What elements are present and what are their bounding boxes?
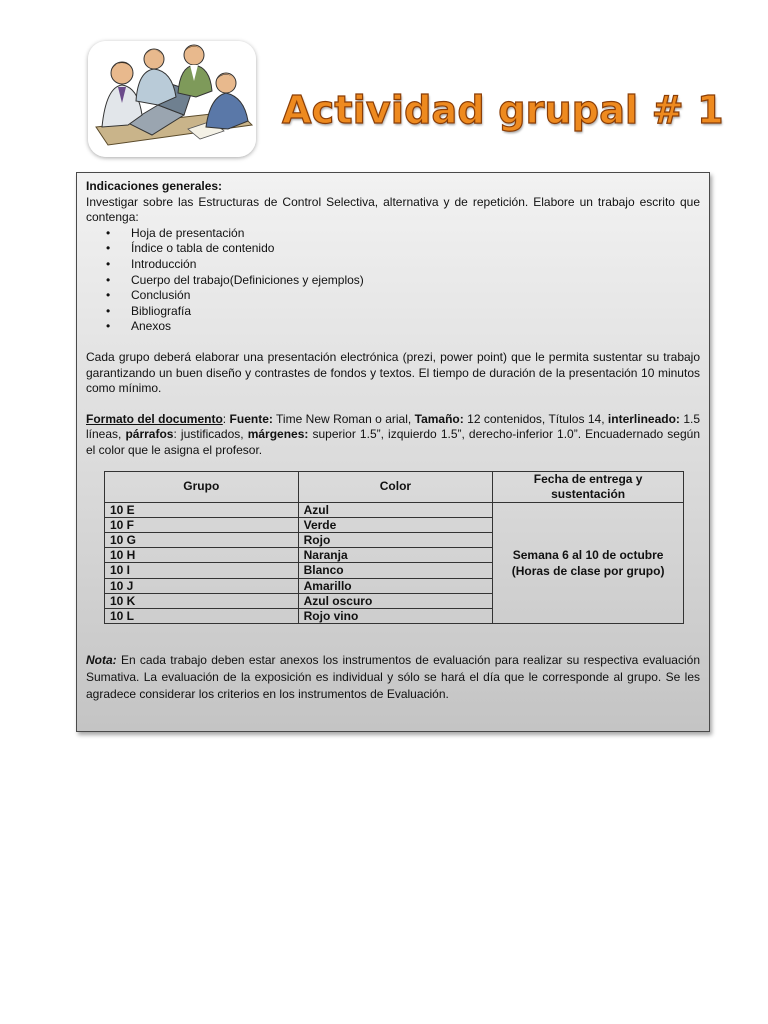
- color-cell: Amarillo: [298, 578, 493, 593]
- format-sep: :: [222, 411, 230, 426]
- team-meeting-illustration: [88, 41, 256, 157]
- list-item: • Hoja de presentación: [106, 226, 700, 242]
- delivery-date-cell: [493, 502, 684, 624]
- color-cell: Rojo vino: [298, 608, 493, 623]
- date-line-2: (Horas de clase por grupo): [511, 563, 665, 578]
- group-cell: 10 F: [105, 517, 299, 532]
- spacing-value: 1.5 líneas,: [86, 411, 701, 442]
- paragraph-value: : justificados,: [173, 427, 248, 442]
- list-item: • Bibliografía: [106, 304, 700, 320]
- group-cell: 10 I: [105, 563, 299, 578]
- groups-table: [104, 471, 684, 625]
- color-cell: Azul: [298, 502, 493, 517]
- instructions-card: [76, 172, 710, 732]
- note-text: En cada trabajo deben estar anexos los instrumentos de evaluación para realizar su respectiva evaluación Sumativa. La evaluación de la exposición es individual y sólo se hará el día que le corresponde al grupo. Se les agradece considerar los criterios en los instrumentos de Evaluación.: [86, 653, 700, 702]
- color-cell: Blanco: [298, 563, 493, 578]
- date-line-1: Semana 6 al 10 de octubre: [512, 547, 664, 562]
- margins-label: márgenes:: [247, 427, 309, 442]
- header-color: Color: [298, 471, 493, 502]
- table-row: [105, 502, 684, 517]
- group-cell: 10 K: [105, 593, 299, 608]
- size-label: Tamaño:: [414, 411, 464, 426]
- general-heading: Indicaciones generales:: [86, 179, 223, 193]
- font-value: Time New Roman o arial,: [272, 411, 415, 426]
- header-date: Fecha de entrega y sustentación: [493, 471, 684, 502]
- list-item: • Cuerpo del trabajo(Definiciones y ejemplos): [106, 273, 700, 289]
- presentation-paragraph: Cada grupo deberá elaborar una presentación electrónica (prezi, power point) que le permita sustentar su trabajo garantizando un buen diseño y contrastes de fondos y textos. El tiempo de duración de la presentación 10 minutos como mínimo.: [86, 349, 700, 396]
- table-header-row: [105, 471, 684, 502]
- page-title: Actividad grupal # 1: [282, 88, 724, 132]
- team-meeting-icon: [88, 41, 256, 157]
- list-item: • Introducción: [106, 257, 700, 273]
- note-label: Nota:: [86, 653, 117, 668]
- requirements-list: [86, 226, 700, 335]
- size-value: 12 contenidos, Títulos 14,: [463, 411, 608, 426]
- list-item: • Anexos: [106, 319, 700, 335]
- margins-value: superior 1.5”, izquierdo 1.5”, derecho-inferior 1.0”. Encuadernado según el color que le asigna el profesor.: [86, 427, 700, 457]
- color-cell: Naranja: [298, 548, 493, 563]
- color-cell: Rojo: [298, 532, 493, 547]
- header-group: Grupo: [105, 471, 299, 502]
- spacing-label: interlineado:: [607, 411, 680, 426]
- format-paragraph: [86, 412, 700, 459]
- note-paragraph: [86, 652, 700, 703]
- list-item: • Conclusión: [106, 288, 700, 304]
- group-cell: 10 L: [105, 608, 299, 623]
- list-item: • Índice o tabla de contenido: [106, 241, 700, 257]
- color-cell: Verde: [298, 517, 493, 532]
- group-cell: 10 G: [105, 532, 299, 547]
- group-cell: 10 E: [105, 502, 299, 517]
- color-cell: Azul oscuro: [298, 593, 493, 608]
- group-cell: 10 J: [105, 578, 299, 593]
- intro-paragraph: Investigar sobre las Estructuras de Control Selectiva, alternativa y de repetición. Elabore un trabajo escrito que contenga:: [86, 194, 700, 225]
- paragraph-label: párrafos: [125, 427, 174, 442]
- format-label: Formato del documento: [86, 411, 223, 426]
- font-label: Fuente:: [229, 411, 273, 426]
- group-cell: 10 H: [105, 548, 299, 563]
